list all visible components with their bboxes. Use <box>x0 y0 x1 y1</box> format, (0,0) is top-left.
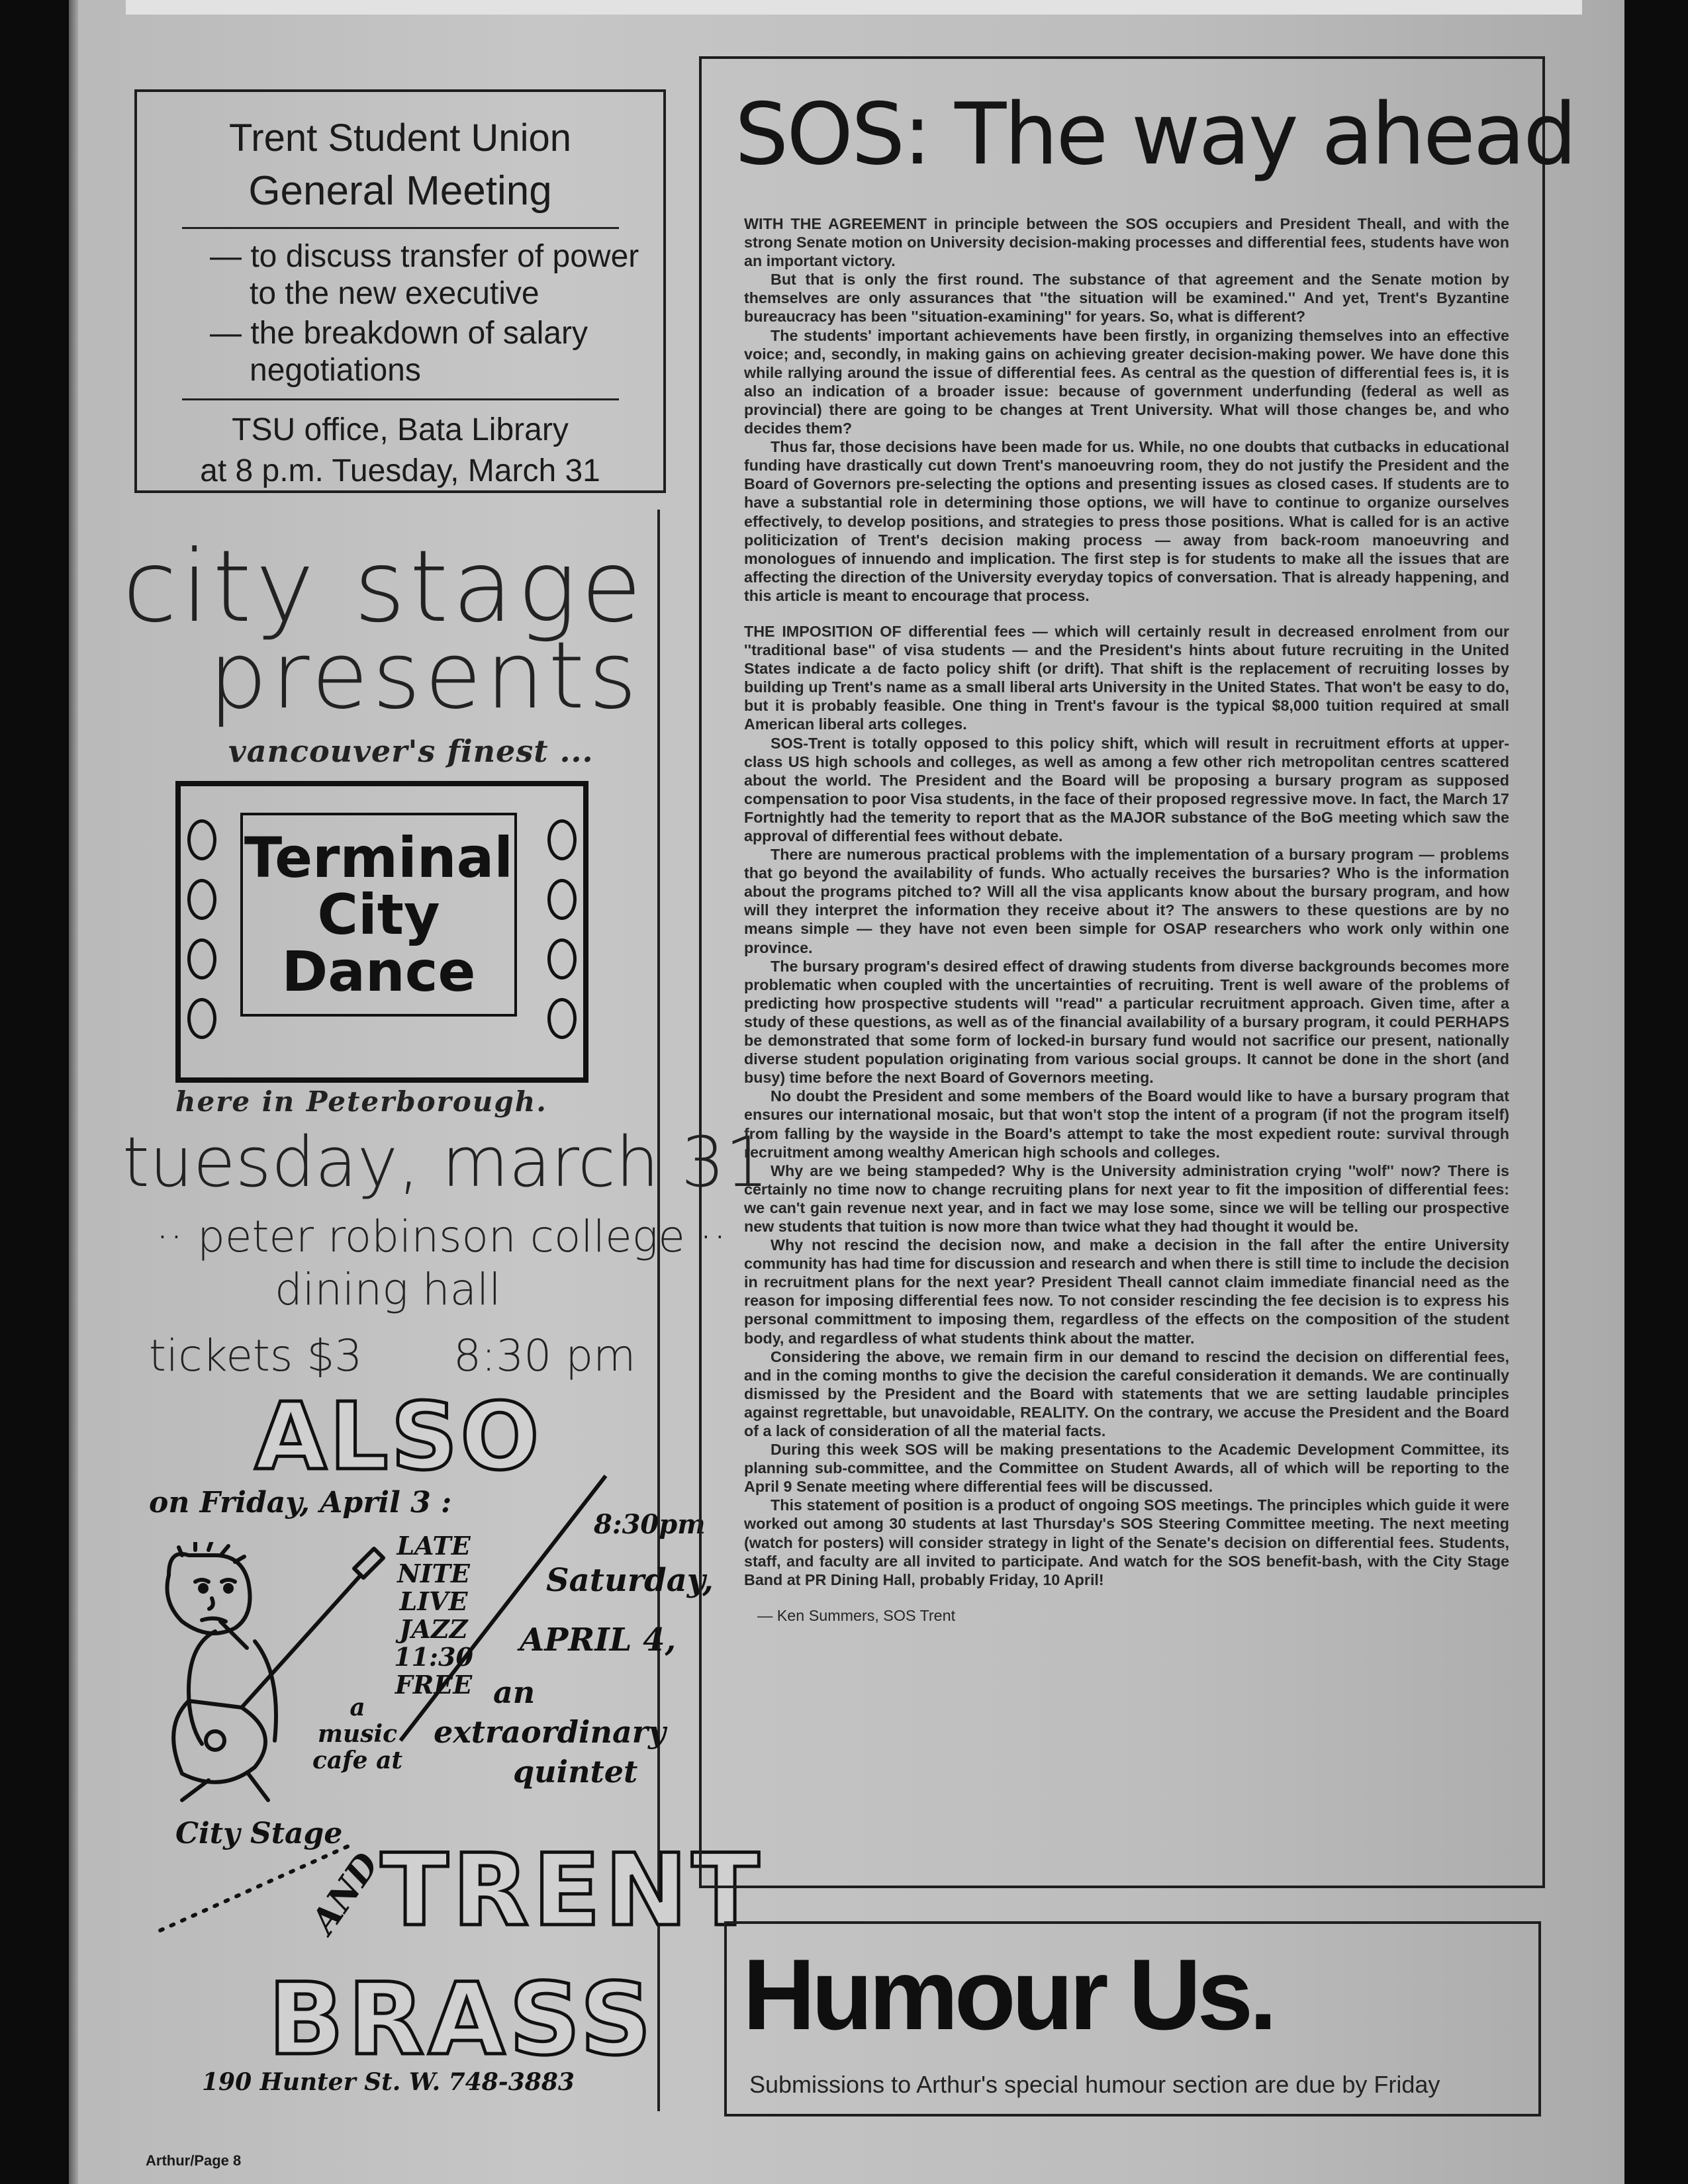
article-paragraph: THE IMPOSITION OF differential fees — which will certainly result in decreased enrolment from our ''traditional base'' of visa students — and the President's hints about future recruiting in the United States indicate a de facto policy shift (or drift). That shift is the replacement of recruiting losses by building up Trent's name as a small liberal arts University in the United States. That won't be easy to do, but it is probably feasible. One thing in Trent's favour is the typical $8,000 tuition required at small American liberal arts colleges. <box>744 622 1509 733</box>
tsu-line1: Trent Student Union <box>229 116 571 159</box>
film-hole-icon <box>187 998 216 1039</box>
divider <box>182 398 619 400</box>
film-holes-left <box>187 819 216 1039</box>
saturday-text: Saturday, <box>546 1562 714 1599</box>
page-edge-shadow <box>69 0 78 2184</box>
extraordinary-text: extraordinary <box>434 1714 666 1750</box>
band-name-box <box>240 813 517 1017</box>
article-paragraph: The bursary program's desired effect of drawing students from diverse backgrounds becomes more problematic when coupled with the uncertainties of recruiting. Trent is well aware of the problems of predicting how prospective students will ''read'' a particular recruitment approach. Given time, after a study of these questions, as well as of the financial availability of a bursary program, it could PERHAPS be demonstrated that some form of locked-in bursary fund would not sacrifice our present, nationally diverse student population originating from various social groups. It cannot be done in the short (and busy) time before the next Board of Governors meeting. <box>744 957 1509 1087</box>
film-holes-right <box>547 819 577 1039</box>
film-hole-icon <box>547 879 577 920</box>
city-stage-script: City Stage <box>175 1817 343 1850</box>
tsu-agenda-item: — the breakdown of salary negotiations <box>210 316 588 388</box>
quintet-text: quintet <box>513 1754 638 1790</box>
page-footer: Arthur/Page 8 <box>146 2152 242 2169</box>
event-time: 8:30 pm <box>453 1330 636 1381</box>
divider <box>182 227 619 229</box>
article-paragraph: The students' important achievements have been firstly, in organizing themselves into an effective voice; and, secondly, in making gains on achieving greater decision-making power. We have done this while rallying around the issue of differential fees. As central as the question of differential fees is, it is also an indication of a broader issue: because of government underfunding (federal as well as provincial) there are going to be changes at Trent University. What will those changes be, and who decides them? <box>744 326 1509 437</box>
saturday-time: 8:30pm <box>594 1509 706 1540</box>
trent-heading: TRENT <box>381 1833 764 1948</box>
and-text: AND <box>303 1845 387 1941</box>
article-paragraph: WITH THE AGREEMENT in principle between the SOS occupiers and President Theall, and with the strong Senate motion on University decision-making processes and differential fees, students have won an important victory. <box>744 215 1509 270</box>
article-headline: SOS: The way ahead <box>735 85 1575 184</box>
film-hole-icon <box>187 819 216 860</box>
film-hole-icon <box>187 879 216 920</box>
tsu-agenda-list <box>137 238 663 389</box>
band-name-line: City <box>317 882 440 947</box>
article-paragraph: This statement of position is a product of ongoing SOS meetings. The principles which guide it were worked out among 30 students at last Thursday's SOS Steering Committee meeting. The next meeting (watch for posters) will consider strategy in light of the Senate's decision on differential fees. Students, staff, and faculty are all invited to participate. And watch for the SOS benefit-bash, with the City Stage Band at PR Dining Hall, probably Friday, 10 April! <box>744 1496 1509 1588</box>
music-cafe-text: a music cafe at <box>312 1694 403 1774</box>
article-byline: — Ken Summers, SOS Trent <box>757 1606 956 1624</box>
article-paragraph: During this week SOS will be making presentations to the Academic Development Committee, its planning sub-committee, and the Committee on Student Awards, all of which will be reporting to the April 9 Senate meeting where differential fees will be discussed. <box>744 1441 1509 1496</box>
film-hole-icon <box>187 938 216 979</box>
paper-top-strip <box>126 0 1582 15</box>
film-hole-icon <box>547 938 577 979</box>
venue-address: 190 Hunter St. W. 748-3883 <box>202 2068 575 2096</box>
venue-line2: dining hall <box>275 1264 501 1315</box>
article-paragraph: Considering the above, we remain firm in our demand to rescind the decision on differential fees, and in the coming months to give the decision the careful consideration it demands. We are continually dismissed by the President and the Board with statements that we are setting laudable principles against regrettable, but unavoidable, REALITY. On the contrary, we accuse the President and the Board of a lack of consideration of all the material facts. <box>744 1347 1509 1439</box>
april4-text: APRIL 4, <box>520 1621 677 1659</box>
city-stage-title: city stage <box>122 529 646 645</box>
humour-title: Humour Us. <box>743 1938 1274 2051</box>
article-paragraph: Thus far, those decisions have been made for us. While, no one doubts that cutbacks in educational funding have drastically cut down Trent's manoeuvring room, they do not justify the President and the Board of Governors pre-selecting the options and presenting issues as closed cases. If students are to have a substantial role in determining those options, we will have to continue to organize ourselves effectively, to develop positions, and strategies to press those positions. What is called for is an active politicization of Trent's decision making process — away from back-room manoeuvring and monologues of innuendo and implication. The first step is for students to make all the issues that are affecting the direction of the University everyday topics of conversation. That is already happening, and this article is meant to encourage that process. <box>744 438 1509 604</box>
sos-article <box>699 56 1575 1888</box>
city-stage-ad <box>122 510 769 2111</box>
band-name-line: Terminal <box>244 825 514 890</box>
article-paragraph: SOS-Trent is totally opposed to this policy shift, which will result in recruitment efforts at upper-class US high schools and colleges, as well as among a few other rich metropolitan centres scattered about the world. The President and the Board will be proposing a bursary program as supposed compensation to poor Visa students, in the face of their proposed regressive move. In fact, the March 17 Fortnightly had the temerity to report that as the MAJOR substance of the BoG meeting which saw the approval of differential fees without debate. <box>744 734 1509 844</box>
ticket-price: tickets $3 <box>149 1330 363 1381</box>
venue-line1: ·· peter robinson college ·· <box>156 1211 727 1262</box>
film-hole-icon <box>547 819 577 860</box>
humour-notice <box>724 1921 1541 2116</box>
article-paragraph: There are numerous practical problems with the implementation of a bursary program — problems that go beyond the availability of funds. Who actually receives the bursaries? Who is the information about the programs pitched to? Will all the visa applicants know about the bursary program, and how will they interpret the information they receive about it? The answers to these questions are by no means simple — they have not even been simple for OSAP researchers who work only within one province. <box>744 846 1509 956</box>
band-name-line: Dance <box>281 939 476 1004</box>
brass-heading: BRASS <box>268 1962 656 2077</box>
film-frame <box>175 781 588 1083</box>
presents-text: presents <box>209 622 641 730</box>
tsu-line2: General Meeting <box>248 168 552 214</box>
tsu-time: at 8 p.m. Tuesday, March 31 <box>200 453 600 488</box>
event-date: tuesday, march 31 <box>122 1122 769 1203</box>
vancouver-text: vancouver's finest ... <box>228 733 594 769</box>
tsu-location: TSU office, Bata Library <box>232 412 569 447</box>
here-text: here in Peterborough. <box>175 1085 547 1118</box>
tsu-agenda-item: — to discuss transfer of power to the new executive <box>210 239 639 311</box>
an-text: an <box>493 1674 536 1710</box>
humour-subtitle: Submissions to Arthur's special humour section are due by Friday <box>749 2071 1440 2098</box>
article-body <box>744 214 1509 1625</box>
friday-text: on Friday, April 3 : <box>149 1486 452 1520</box>
article-paragraph: Why not rescind the decision now, and make a decision in the fall after the entire University community has had time for discussion and research and when there is still time to include the decision in recruitment plans for the next year? President Theall cannot claim immediate financial need as the reason for imposing differential fees now. To not consider rescinding the fee decision is to express his personal committment to imposing them, regardless of the effects on the composition of the student body, and regardless of what students think about the matter. <box>744 1236 1509 1347</box>
article-paragraph: Why are we being stampeded? Why is the University administration crying ''wolf'' now? There is certainly no time now to change recruiting plans for next year to fit the imposition of differential fees: we can't gain revenue next year, and in fact we may lose some, since we will be telling our prospective new students that tuition is now more than twice what they had thought it would be. <box>744 1161 1509 1235</box>
also-heading: ALSO <box>255 1383 542 1491</box>
late-nite-jazz: LATE NITE LIVE JAZZ 11:30 FREE <box>394 1531 473 1700</box>
film-hole-icon <box>547 998 577 1039</box>
article-paragraph: But that is only the first round. The substance of that agreement and the Senate motion by themselves are only assurances that ''the situation will be examined.'' And yet, Trent's Byzantine bureaucracy has been ''situation-examining'' for years. So, what is different? <box>744 271 1509 326</box>
article-paragraph: No doubt the President and some members of the Board would like to have a bursary program that ensures our international mosaic, but that won't stop the intent of a program (if not the program itself) from falling by the wayside in the Board's attempt to take the most expedient route: survival through recruitment among wealthy American high schools and colleges. <box>744 1087 1509 1161</box>
tsu-meeting-notice <box>134 89 666 493</box>
